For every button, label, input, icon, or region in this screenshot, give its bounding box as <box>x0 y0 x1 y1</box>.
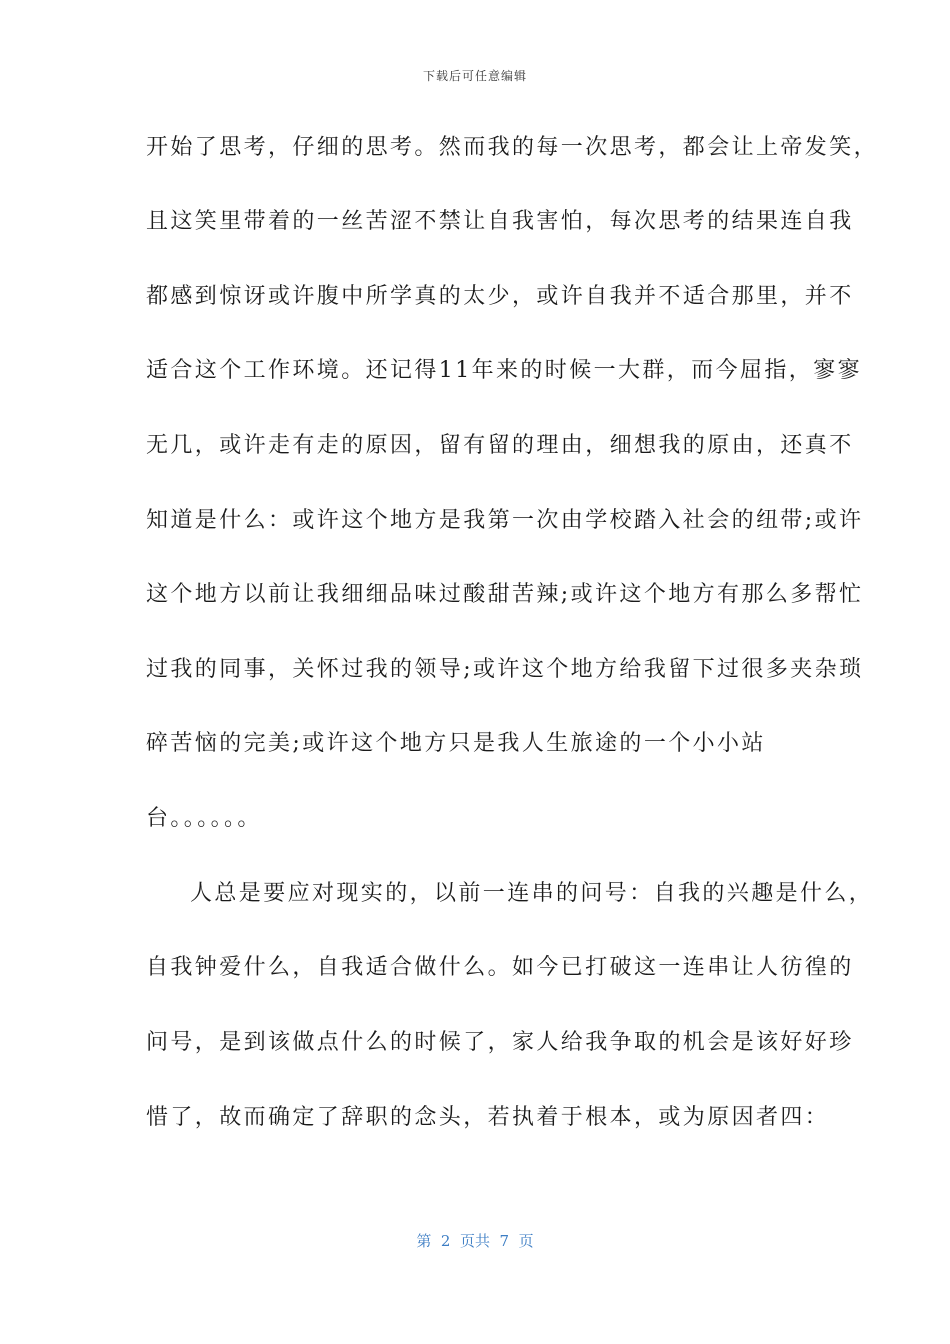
text-line: 问号，是到该做点什么的时候了，家人给我争取的机会是该好好珍 <box>146 1030 854 1055</box>
text-line: 过我的同事，关怀过我的领导;或许这个地方给我留下过很多夹杂琐 <box>146 657 864 682</box>
text-line: 适合这个工作环境。还记得11年来的时候一大群，而今屈指，寥寥 <box>146 358 862 383</box>
text-line: 惜了，故而确定了辞职的念头，若执着于根本，或为原因者四： <box>146 1105 830 1130</box>
text-line: 碎苦恼的完美;或许这个地方只是我人生旅途的一个小小站 <box>146 731 766 756</box>
text-line: 这个地方以前让我细细品味过酸甜苦辣;或许这个地方有那么多帮忙 <box>146 582 864 607</box>
text-line: 台。。。。。。 <box>146 806 262 831</box>
text-line: 知道是什么：或许这个地方是我第一次由学校踏入社会的纽带;或许 <box>146 508 864 533</box>
header-note: 下载后可任意编辑 <box>422 69 527 83</box>
text-line: 自我钟爱什么，自我适合做什么。如今已打破这一连串让人彷徨的 <box>146 955 854 980</box>
paragraph-first-line: 人总是要应对现实的，以前一连串的问号：自我的兴趣是什么， <box>190 881 874 906</box>
text-line: 都感到惊讶或许腹中所学真的太少，或许自我并不适合那里，并不 <box>146 284 854 309</box>
text-line: 无几，或许走有走的原因，留有留的理由，细想我的原由，还真不 <box>146 433 854 458</box>
text-line: 开始了思考，仔细的思考。然而我的每一次思考，都会让上帝发笑， <box>146 135 879 160</box>
text-line: 且这笑里带着的一丝苦涩不禁让自我害怕，每次思考的结果连自我 <box>146 209 854 234</box>
page-number: 第 2 页共 7 页 <box>416 1232 534 1250</box>
